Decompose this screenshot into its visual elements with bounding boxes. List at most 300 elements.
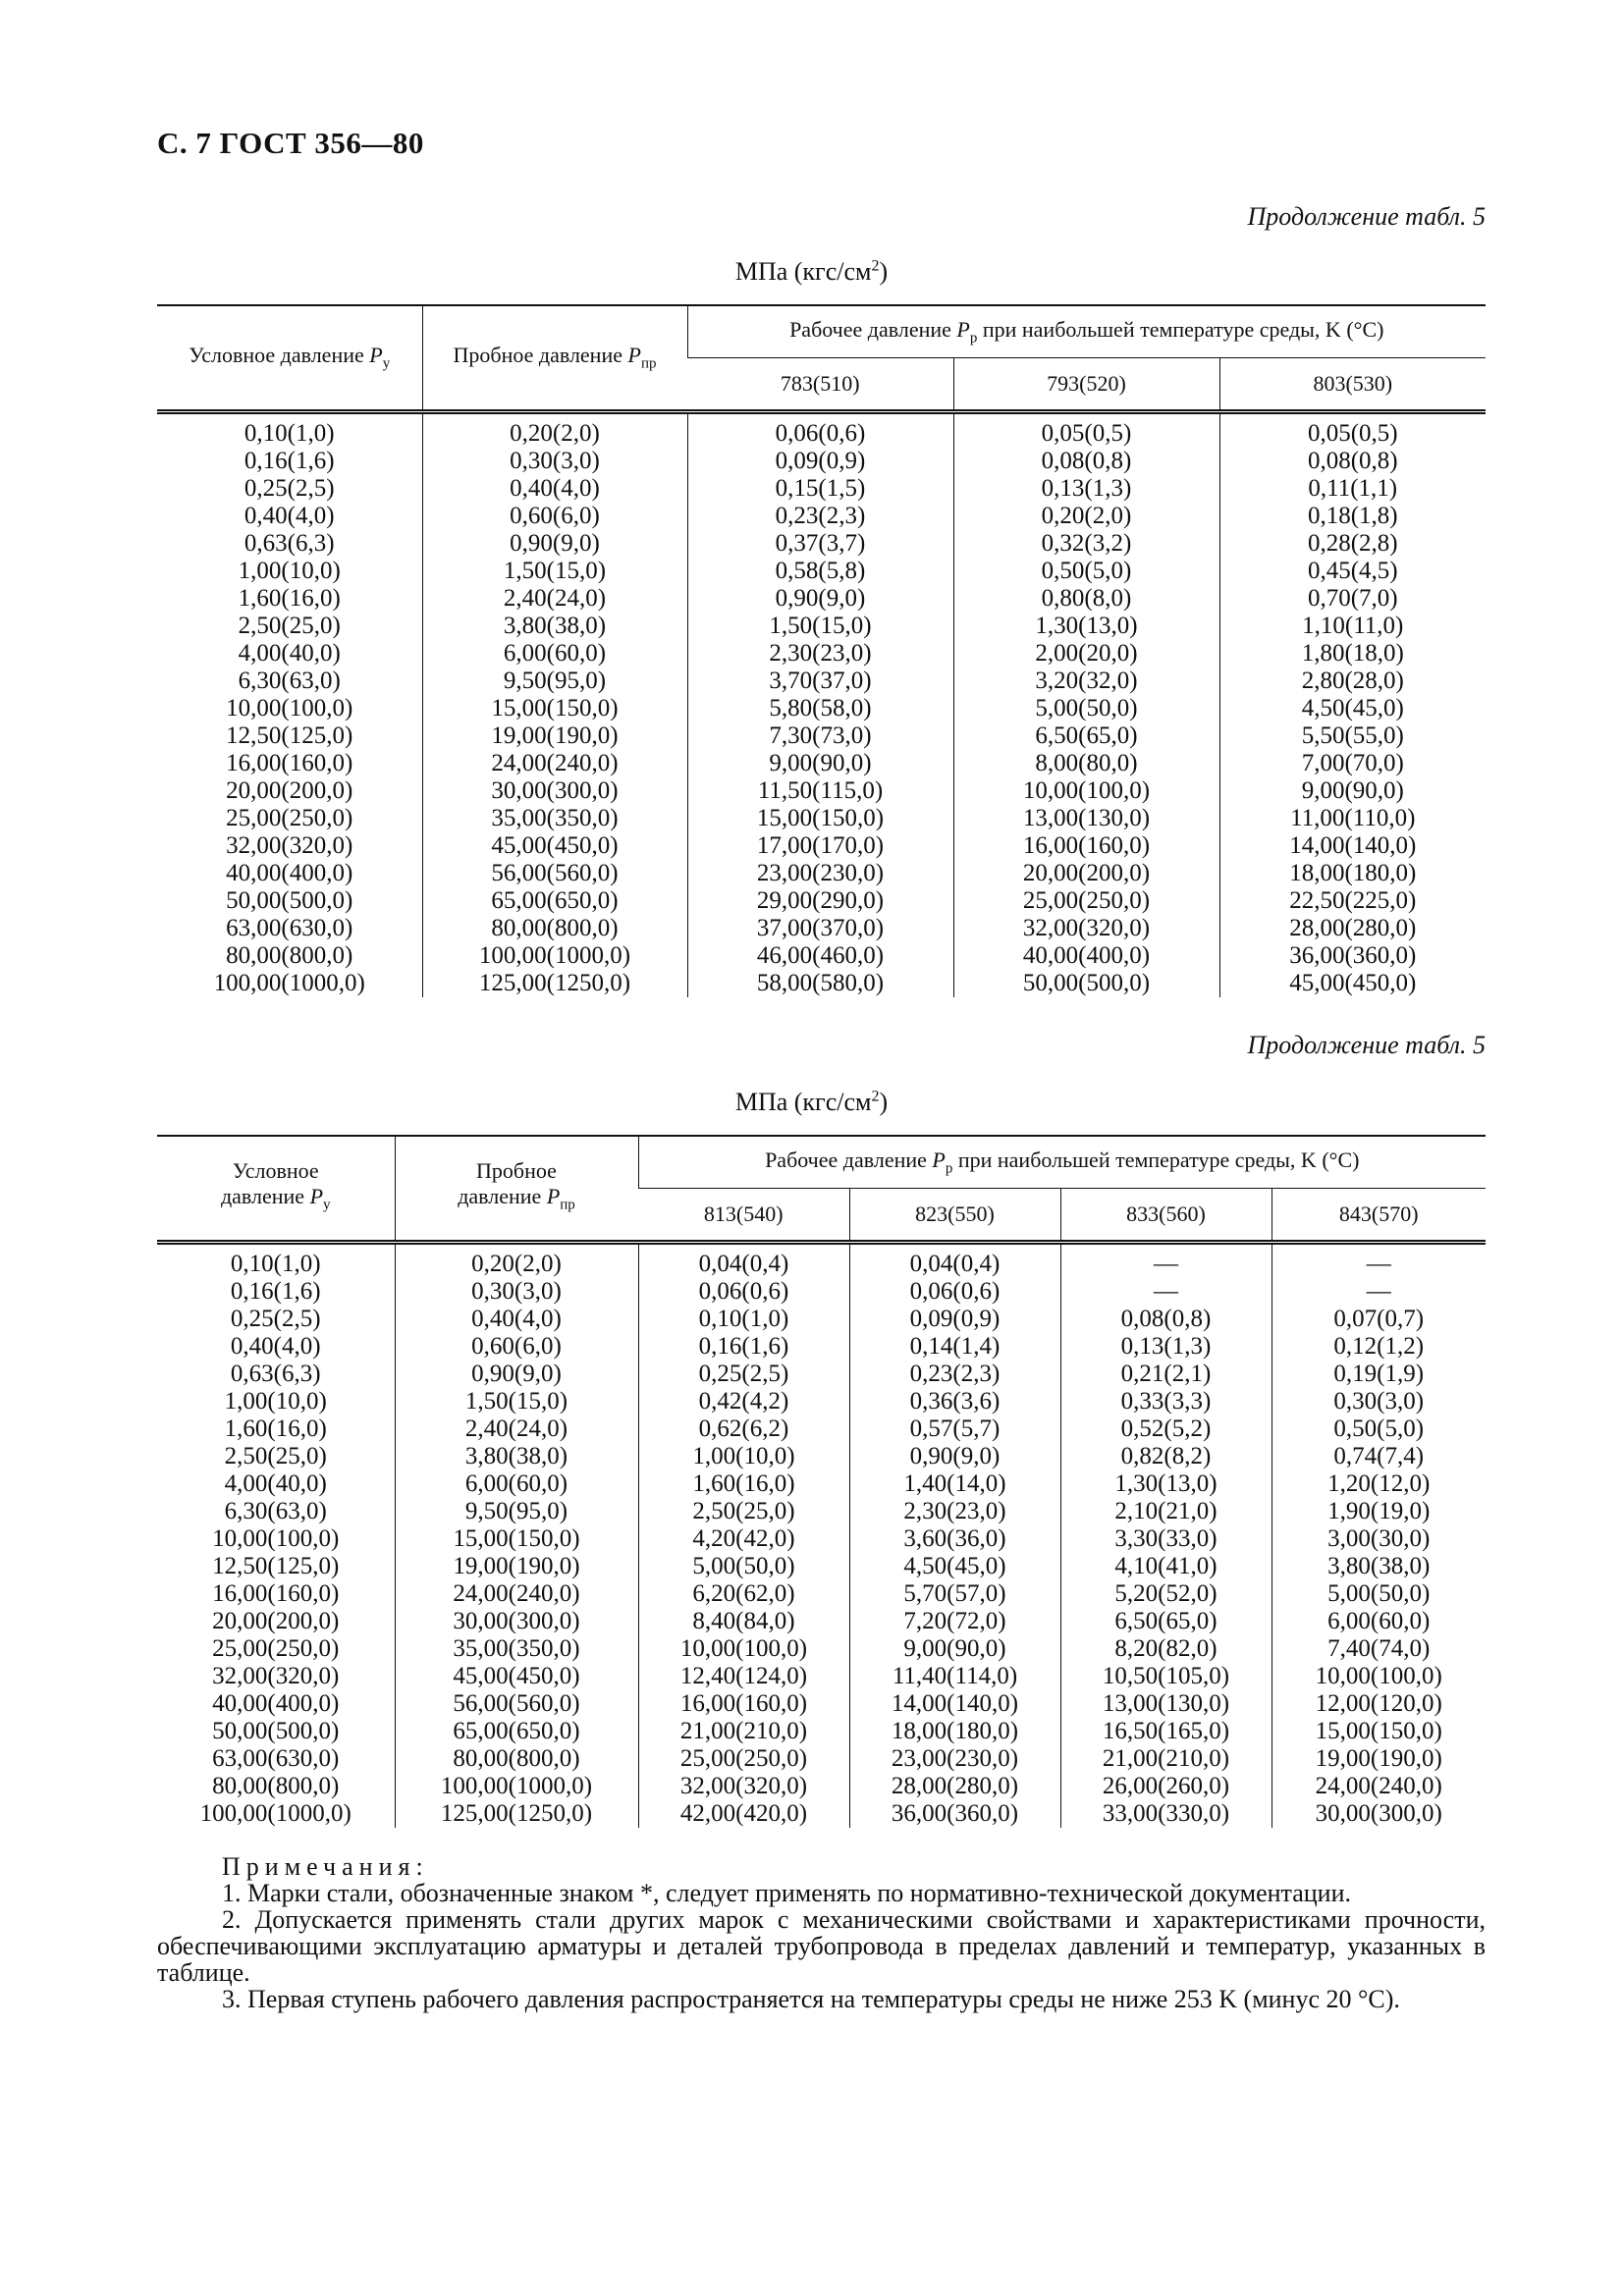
table-cell: 0,90(9,0) [849,1443,1060,1470]
table-cell: 24,00(240,0) [422,750,687,777]
table-row [157,1388,1486,1415]
table1-header-working: Рабочее давление $P_р$ при наибольшей температуре среды, K (°C) [687,305,1486,358]
table-cell: 0,40(4,0) [395,1306,638,1333]
table-cell: 0,08(0,8) [953,448,1219,475]
table-cell: 5,00(50,0) [953,695,1219,722]
table-cell: 0,90(9,0) [395,1361,638,1388]
table-cell: 0,57(5,7) [849,1415,1060,1443]
table-cell: 63,00(630,0) [212,1745,340,1772]
table-cell: 0,37(3,7) [687,530,953,558]
table-row [157,412,1486,449]
table-cell: 28,00(280,0) [1219,915,1486,942]
table-cell: 23,00(230,0) [849,1745,1060,1773]
table-cell: 0,08(0,8) [1060,1306,1271,1333]
table-row [157,750,1486,777]
table-cell: 8,00(80,0) [953,750,1219,777]
table-cell: 12,40(124,0) [638,1663,849,1690]
table-cell: 0,30(3,0) [1271,1388,1486,1415]
table-cell: 6,20(62,0) [638,1580,849,1608]
table-cell: 0,60(6,0) [422,503,687,530]
table-cell: 4,50(45,0) [849,1553,1060,1580]
table-cell: 12,50(125,0) [226,722,353,749]
table-cell: 80,00(800,0) [395,1745,638,1773]
table-row [157,1415,1486,1443]
table-cell: 45,00(450,0) [1219,970,1486,997]
table-cell: 1,10(11,0) [1219,613,1486,640]
table-cell: 4,00(40,0) [224,1470,327,1497]
table-cell: 63,00(630,0) [226,915,353,941]
table-cell: 0,25(2,5) [243,475,335,502]
table2-units: МПа $(кгс/см^2)$ [734,1088,889,1116]
table-cell: 0,08(0,8) [1219,448,1486,475]
table-cell: 2,50(25,0) [238,613,341,639]
table-cell: 45,00(450,0) [395,1663,638,1690]
table-cell: 0,80(8,0) [953,585,1219,613]
table-cell: 5,50(55,0) [1219,722,1486,750]
table-cell: 5,70(57,0) [849,1580,1060,1608]
table-cell: 16,00(160,0) [212,1580,340,1607]
table-cell: 4,20(42,0) [638,1525,849,1553]
table-cell: 46,00(460,0) [687,942,953,970]
table-cell: 0,10(1,0) [638,1306,849,1333]
table1-header-temp: 793(520) [953,358,1219,412]
table-cell: 14,00(140,0) [1219,832,1486,860]
note-item: 3. Первая ступень рабочего давления распространяется на температуры среды не ниже 253 K (минус 20 °С). [222,1985,1400,2013]
table-cell: 2,80(28,0) [1219,667,1486,695]
table-cell: 50,00(500,0) [226,887,353,914]
table-row [157,1243,1486,1279]
table-cell: 0,10(1,0) [243,420,335,447]
table-cell: 1,60(16,0) [638,1470,849,1498]
table-cell: 0,05(0,5) [953,412,1219,449]
table-cell: 0,20(2,0) [422,412,687,449]
table-cell: 24,00(240,0) [395,1580,638,1608]
table-row [157,475,1486,503]
table-cell: 0,90(9,0) [687,585,953,613]
table-row [157,585,1486,613]
table-cell: 0,06(0,6) [849,1278,1060,1306]
table-cell: 1,50(15,0) [422,558,687,585]
table-cell: 1,40(14,0) [849,1470,1060,1498]
table2-continuation: Продолжение табл. 5 [1247,1031,1486,1059]
table-cell: 11,50(115,0) [687,777,953,805]
table-cell: 40,00(400,0) [953,942,1219,970]
table-cell: 0,15(1,5) [687,475,953,503]
table-cell: 7,40(74,0) [1271,1635,1486,1663]
table-cell: 5,80(58,0) [687,695,953,722]
table-row [157,1553,1486,1580]
table-cell: 20,00(200,0) [226,777,353,804]
table-cell: 0,07(0,7) [1271,1306,1486,1333]
table-cell: 6,00(60,0) [395,1470,638,1498]
table-row [157,1306,1486,1333]
table-cell: 18,00(180,0) [849,1718,1060,1745]
table-cell: 32,00(320,0) [212,1663,340,1689]
table-cell: 0,05(0,5) [1219,412,1486,449]
table-row [157,1525,1486,1553]
table-row [157,832,1486,860]
table1-header-nominal: Условное давление $P_у$ [157,305,422,412]
table-cell: 37,00(370,0) [687,915,953,942]
table1-units: МПа $(кгс/см^2)$ [734,257,889,286]
table-row [157,1278,1486,1306]
table-cell: — [1271,1243,1486,1279]
table-cell: 1,00(10,0) [238,558,341,584]
table-row [157,1663,1486,1690]
table-cell: 25,00(250,0) [953,887,1219,915]
table-cell: 8,20(82,0) [1060,1635,1271,1663]
table-cell: 6,50(65,0) [1060,1608,1271,1635]
table1-body [157,412,1486,998]
table-cell: 0,06(0,6) [687,412,953,449]
table-cell: 2,30(23,0) [687,640,953,667]
table-cell: 6,50(65,0) [953,722,1219,750]
table2-header-test: Пробное давление $P_{пр}$ [395,1136,638,1243]
table-cell: 0,19(1,9) [1271,1361,1486,1388]
table-cell: 1,60(16,0) [238,585,341,612]
table-cell: 7,30(73,0) [687,722,953,750]
table-cell: 0,25(2,5) [638,1361,849,1388]
table1-header-temp: 803(530) [1219,358,1486,412]
table-row [157,503,1486,530]
table-cell: 45,00(450,0) [422,832,687,860]
table1-header-temp: 783(510) [687,358,953,412]
table2-header-temp: 823(550) [849,1189,1060,1243]
table-cell: — [1271,1278,1486,1306]
table-cell: 3,60(36,0) [849,1525,1060,1553]
table-cell: 80,00(800,0) [226,942,353,969]
table-cell: 13,00(130,0) [953,805,1219,832]
table-cell: 13,00(130,0) [1060,1690,1271,1718]
table-cell: 20,00(200,0) [212,1608,340,1634]
table-cell: 100,00(1000,0) [422,942,687,970]
table-cell: 0,32(3,2) [953,530,1219,558]
table-cell: 32,00(320,0) [638,1773,849,1800]
table-cell: 30,00(300,0) [1271,1800,1486,1828]
table-cell: — [1060,1243,1271,1279]
table-cell: 0,10(1,0) [230,1251,321,1277]
table1-header-test: Пробное давление $P_{пр}$ [422,305,687,412]
table-cell: 4,10(41,0) [1060,1553,1271,1580]
table-cell: 14,00(140,0) [849,1690,1060,1718]
table-cell: 0,45(4,5) [1219,558,1486,585]
table-cell: 7,00(70,0) [1219,750,1486,777]
table-cell: 9,00(90,0) [687,750,953,777]
table-row [157,558,1486,585]
table-cell: 0,25(2,5) [230,1306,321,1332]
table-cell: 0,33(3,3) [1060,1388,1271,1415]
table-cell: 0,90(9,0) [422,530,687,558]
table-cell: 35,00(350,0) [395,1635,638,1663]
table-cell: 2,50(25,0) [224,1443,327,1469]
table-cell: 0,42(4,2) [638,1388,849,1415]
table-cell: 25,00(250,0) [226,805,353,831]
table-row [157,695,1486,722]
table-cell: 7,20(72,0) [849,1608,1060,1635]
table-row [157,530,1486,558]
table-cell: 1,30(13,0) [1060,1470,1271,1498]
table-row [157,722,1486,750]
table-cell: 0,82(8,2) [1060,1443,1271,1470]
table-cell: 16,50(165,0) [1060,1718,1271,1745]
table-cell: 0,50(5,0) [1271,1415,1486,1443]
table-row [157,1635,1486,1663]
table-cell: 5,00(50,0) [638,1553,849,1580]
table-cell: 19,00(190,0) [395,1553,638,1580]
table2-header-temp: 813(540) [638,1189,849,1243]
table-cell: — [1060,1278,1271,1306]
table-row [157,1443,1486,1470]
table-cell: 0,40(4,0) [422,475,687,503]
table-cell: 10,00(100,0) [1271,1663,1486,1690]
table-cell: 0,28(2,8) [1219,530,1486,558]
table-cell: 0,09(0,9) [849,1306,1060,1333]
table-cell: 0,06(0,6) [638,1278,849,1306]
table-cell: 1,30(13,0) [953,613,1219,640]
table-cell: 10,00(100,0) [638,1635,849,1663]
table-cell: 10,00(100,0) [212,1525,340,1552]
table-cell: 80,00(800,0) [212,1773,340,1799]
table-row [157,1333,1486,1361]
table-cell: 1,00(10,0) [638,1443,849,1470]
table-cell: 15,00(150,0) [687,805,953,832]
table-cell: 0,40(4,0) [243,503,335,529]
table-row [157,1718,1486,1745]
table-cell: 100,00(1000,0) [395,1773,638,1800]
table-row [157,1470,1486,1498]
table-cell: 16,00(160,0) [953,832,1219,860]
table-cell: 16,00(160,0) [226,750,353,776]
table1-continuation: Продолжение табл. 5 [1247,202,1486,231]
table-cell: 1,00(10,0) [224,1388,327,1415]
table-cell: 36,00(360,0) [1219,942,1486,970]
table1 [157,304,1486,997]
table-cell: 3,30(33,0) [1060,1525,1271,1553]
table-cell: 0,63(6,3) [243,530,335,557]
notes [157,1853,1486,2012]
table-cell: 17,00(170,0) [687,832,953,860]
table-row [157,613,1486,640]
table-cell: 56,00(560,0) [395,1690,638,1718]
table-cell: 3,00(30,0) [1271,1525,1486,1553]
table-cell: 100,00(1000,0) [199,1800,352,1827]
table2-header-nominal: Условное давление $P_у$ [157,1136,395,1243]
table-cell: 9,50(95,0) [422,667,687,695]
note-item: 1. Марки стали, обозначенные знаком *, следует применять по нормативно-технической документации. [222,1879,1351,1907]
table-cell: 125,00(1250,0) [395,1800,638,1828]
table-cell: 24,00(240,0) [1271,1773,1486,1800]
table-cell: 28,00(280,0) [849,1773,1060,1800]
table-cell: 3,80(38,0) [1271,1553,1486,1580]
table-cell: 0,20(2,0) [395,1243,638,1279]
table-row [157,860,1486,887]
table-cell: 40,00(400,0) [226,860,353,886]
table-cell: 15,00(150,0) [1271,1718,1486,1745]
table-row [157,667,1486,695]
table-cell: 5,00(50,0) [1271,1580,1486,1608]
table-cell: 65,00(650,0) [395,1718,638,1745]
table-cell: 1,60(16,0) [224,1415,327,1442]
table-cell: 12,50(125,0) [212,1553,340,1579]
table-row [157,448,1486,475]
table-cell: 6,30(63,0) [224,1498,327,1524]
table-cell: 1,50(15,0) [687,613,953,640]
table-row [157,1498,1486,1525]
table-cell: 1,80(18,0) [1219,640,1486,667]
table-cell: 9,00(90,0) [1219,777,1486,805]
table-cell: 0,50(5,0) [953,558,1219,585]
table-cell: 0,63(6,3) [230,1361,321,1387]
table-cell: 0,62(6,2) [638,1415,849,1443]
table-cell: 0,11(1,1) [1219,475,1486,503]
table-cell: 0,16(1,6) [230,1278,321,1305]
table-cell: 11,40(114,0) [849,1663,1060,1690]
table-cell: 5,20(52,0) [1060,1580,1271,1608]
table-row [157,1800,1486,1828]
table-cell: 6,00(60,0) [1271,1608,1486,1635]
table-cell: 21,00(210,0) [638,1718,849,1745]
table-cell: 80,00(800,0) [422,915,687,942]
table-cell: 16,00(160,0) [638,1690,849,1718]
table-cell: 10,00(100,0) [226,695,353,721]
table-cell: 10,00(100,0) [953,777,1219,805]
table-cell: 3,80(38,0) [395,1443,638,1470]
table-cell: 0,23(2,3) [849,1361,1060,1388]
table-cell: 0,04(0,4) [638,1243,849,1279]
table-cell: 19,00(190,0) [1271,1745,1486,1773]
table-cell: 125,00(1250,0) [422,970,687,997]
table-cell: 0,16(1,6) [243,448,335,474]
table-row [157,970,1486,997]
table-row [157,1690,1486,1718]
table-row [157,640,1486,667]
table-cell: 26,00(260,0) [1060,1773,1271,1800]
table-cell: 2,30(23,0) [849,1498,1060,1525]
table-cell: 0,13(1,3) [953,475,1219,503]
table-row [157,1580,1486,1608]
table-cell: 9,00(90,0) [849,1635,1060,1663]
table-cell: 0,20(2,0) [953,503,1219,530]
table-cell: 32,00(320,0) [226,832,353,859]
table-cell: 42,00(420,0) [638,1800,849,1828]
table-cell: 0,16(1,6) [638,1333,849,1361]
table-cell: 1,90(19,0) [1271,1498,1486,1525]
table-cell: 2,10(21,0) [1060,1498,1271,1525]
table-cell: 22,50(225,0) [1219,887,1486,915]
table-cell: 58,00(580,0) [687,970,953,997]
table-cell: 12,00(120,0) [1271,1690,1486,1718]
table-cell: 0,40(4,0) [230,1333,321,1360]
table-cell: 2,40(24,0) [395,1415,638,1443]
table-cell: 15,00(150,0) [422,695,687,722]
table-row [157,915,1486,942]
table2-header-working: Рабочее давление $P_р$ при наибольшей температуре среды, K (°C) [638,1136,1486,1189]
table-cell: 15,00(150,0) [395,1525,638,1553]
table-cell: 9,50(95,0) [395,1498,638,1525]
table-row [157,1608,1486,1635]
table-cell: 0,60(6,0) [395,1333,638,1361]
table-cell: 2,50(25,0) [638,1498,849,1525]
table-cell: 0,52(5,2) [1060,1415,1271,1443]
table-cell: 6,00(60,0) [422,640,687,667]
table-cell: 2,40(24,0) [422,585,687,613]
table-cell: 0,30(3,0) [422,448,687,475]
table2-header-temp: 833(560) [1060,1189,1271,1243]
table-row [157,1745,1486,1773]
table-cell: 100,00(1000,0) [213,970,365,996]
table-cell: 0,23(2,3) [687,503,953,530]
table-cell: 23,00(230,0) [687,860,953,887]
table-cell: 4,00(40,0) [238,640,341,667]
table-cell: 0,70(7,0) [1219,585,1486,613]
table-cell: 32,00(320,0) [953,915,1219,942]
table-cell: 18,00(180,0) [1219,860,1486,887]
table-cell: 8,40(84,0) [638,1608,849,1635]
table-cell: 10,50(105,0) [1060,1663,1271,1690]
table-cell: 2,00(20,0) [953,640,1219,667]
table-cell: 35,00(350,0) [422,805,687,832]
table-cell: 25,00(250,0) [638,1745,849,1773]
table2-body [157,1243,1486,1829]
table-cell: 11,00(110,0) [1219,805,1486,832]
table-cell: 0,18(1,8) [1219,503,1486,530]
table-row [157,942,1486,970]
table-cell: 0,30(3,0) [395,1278,638,1306]
table-cell: 36,00(360,0) [849,1800,1060,1828]
table-cell: 20,00(200,0) [953,860,1219,887]
table-cell: 0,04(0,4) [849,1243,1060,1279]
table-cell: 30,00(300,0) [422,777,687,805]
table-row [157,805,1486,832]
table-cell: 50,00(500,0) [953,970,1219,997]
table-cell: 65,00(650,0) [422,887,687,915]
table-cell: 3,80(38,0) [422,613,687,640]
table2 [157,1135,1486,1828]
table-cell: 19,00(190,0) [422,722,687,750]
table-cell: 0,74(7,4) [1271,1443,1486,1470]
table-cell: 0,09(0,9) [687,448,953,475]
table-row [157,1773,1486,1800]
table-row [157,1361,1486,1388]
notes-title: Примечания: [222,1852,429,1881]
table-cell: 0,36(3,6) [849,1388,1060,1415]
table2-header-temp: 843(570) [1271,1189,1486,1243]
table-cell: 29,00(290,0) [687,887,953,915]
table-cell: 40,00(400,0) [212,1690,340,1717]
table-cell: 30,00(300,0) [395,1608,638,1635]
page-header: С. 7 ГОСТ 356—80 [157,126,424,160]
table-cell: 3,20(32,0) [953,667,1219,695]
table-row [157,887,1486,915]
table-cell: 0,12(1,2) [1271,1333,1486,1361]
table-cell: 1,20(12,0) [1271,1470,1486,1498]
table-cell: 56,00(560,0) [422,860,687,887]
table-cell: 0,14(1,4) [849,1333,1060,1361]
table-cell: 50,00(500,0) [212,1718,340,1744]
table-cell: 25,00(250,0) [212,1635,340,1662]
table-cell: 3,70(37,0) [687,667,953,695]
table-cell: 4,50(45,0) [1219,695,1486,722]
table-cell: 0,21(2,1) [1060,1361,1271,1388]
table-cell: 21,00(210,0) [1060,1745,1271,1773]
table-cell: 33,00(330,0) [1060,1800,1271,1828]
table-cell: 0,13(1,3) [1060,1333,1271,1361]
table-row [157,777,1486,805]
table-cell: 6,30(63,0) [238,667,341,694]
note-item: 2. Допускается применять стали других марок с механическими свойствами и характеристиками прочности, обеспечивающими эксплуатацию арматуры и деталей трубопровода в пределах давлений и температур, указанных в таблице. [157,1905,1486,1987]
table-cell: 0,58(5,8) [687,558,953,585]
table-cell: 1,50(15,0) [395,1388,638,1415]
